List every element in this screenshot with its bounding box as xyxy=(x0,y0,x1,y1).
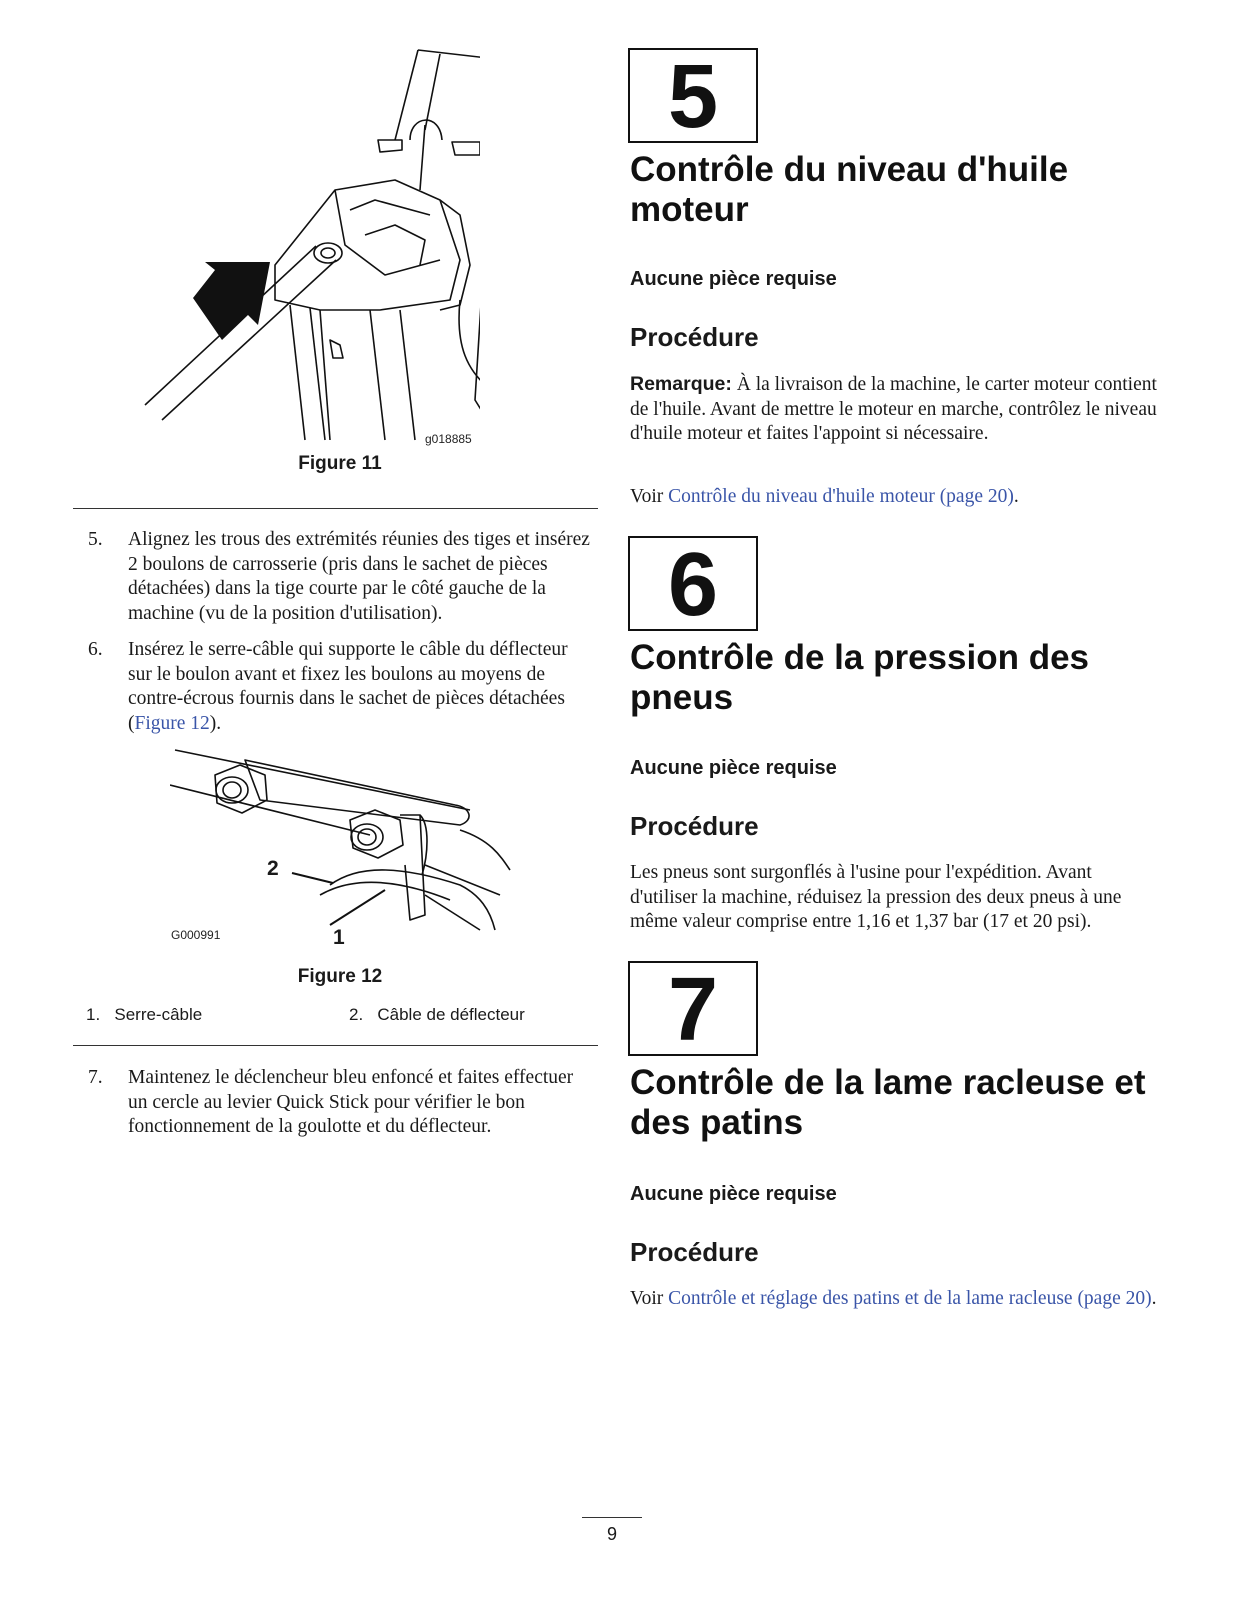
step-6 xyxy=(88,638,593,736)
section-5-procedure-heading: Procédure xyxy=(630,322,759,352)
callout-1: 1 xyxy=(333,926,345,949)
footer-rule xyxy=(582,1517,642,1518)
section-6-text: Les pneus sont surgonflés à l'usine pour l'expédition. Avant d'utiliser la machine, réduisez la pression des deux pneus à une même valeur comprise entre 1,16 et 1,37 bar (17 et 20 psi). xyxy=(630,862,1122,932)
note-label: Remarque: xyxy=(630,373,732,395)
callout-2: 2 xyxy=(267,857,279,880)
skids-scraper-link[interactable]: Contrôle et réglage des patins et de la lame racleuse (page 20) xyxy=(668,1288,1152,1309)
section-7-see: Voir Contrôle et réglage des patins et de la lame racleuse (page 20). xyxy=(630,1288,1157,1309)
section-divider xyxy=(73,508,598,509)
section-5-see: Voir Contrôle du niveau d'huile moteur (page 20). xyxy=(630,486,1019,507)
oil-level-link[interactable]: Contrôle du niveau d'huile moteur (page 20) xyxy=(668,486,1014,507)
page-number: 9 xyxy=(606,1524,617,1544)
legend-item-1: 1. Serre-câble xyxy=(86,1005,203,1024)
step-text: Maintenez le déclencheur bleu enfoncé et faites effectuer un cercle au levier Quick Stick pour vérifier le bon fonctionnement de la goulotte et du déflecteur. xyxy=(128,1067,574,1137)
figure-12-link[interactable]: Figure 12 xyxy=(134,712,210,734)
step-number-box-7: 7 xyxy=(628,961,758,1056)
figure-11-illustration xyxy=(140,40,480,450)
section-5-title: Contrôle du niveau d'huile moteur xyxy=(630,150,1069,229)
figure-11-code: g018885 xyxy=(425,432,472,446)
step-number: 5. xyxy=(88,529,103,550)
section-6-title: Contrôle de la pression des pneus xyxy=(630,638,1089,717)
section-6-procedure-heading: Procédure xyxy=(630,811,759,841)
section-7-title: Contrôle de la lame racleuse et des patins xyxy=(630,1063,1146,1142)
section-5-required: Aucune pièce requise xyxy=(630,268,837,290)
section-divider xyxy=(73,1045,598,1046)
step-text: Alignez les trous des extrémités réunies des tiges et insérez 2 boulons de carrosserie (pris dans le sachet de pièces détachées) dans la tige courte par le côté gauche de la machine (vu de la position d'utilisation). xyxy=(128,529,590,624)
step-7 xyxy=(88,1066,593,1140)
section-5-note: Remarque: À la livraison de la machine, le carter moteur contient de l'huile. Avant de mettre le moteur en marche, contrôlez le niveau d'huile moteur et faites l'appoint si nécessaire. xyxy=(630,373,1157,444)
step-5 xyxy=(88,528,593,626)
step-number-box-6: 6 xyxy=(628,536,758,631)
figure-12-caption: Figure 12 xyxy=(297,966,383,987)
legend-item-2: 2. Câble de déflecteur xyxy=(349,1005,525,1024)
figure-12-illustration xyxy=(170,745,520,945)
figure-12-code: G000991 xyxy=(171,928,221,942)
section-6-required: Aucune pièce requise xyxy=(630,757,837,779)
section-7-required: Aucune pièce requise xyxy=(630,1183,837,1205)
section-7-procedure-heading: Procédure xyxy=(630,1237,759,1267)
step-number: 6. xyxy=(88,639,103,660)
step-number: 7. xyxy=(88,1067,103,1088)
figure-11-caption: Figure 11 xyxy=(298,453,382,474)
step-number-box-5: 5 xyxy=(628,48,758,143)
step-text: Insérez le serre-câble qui supporte le câble du déflecteur sur le boulon avant et fixez les boulons au moyens de contre-écrous fournis dans le sachet de pièces détachées (Figure 12). xyxy=(128,639,568,734)
